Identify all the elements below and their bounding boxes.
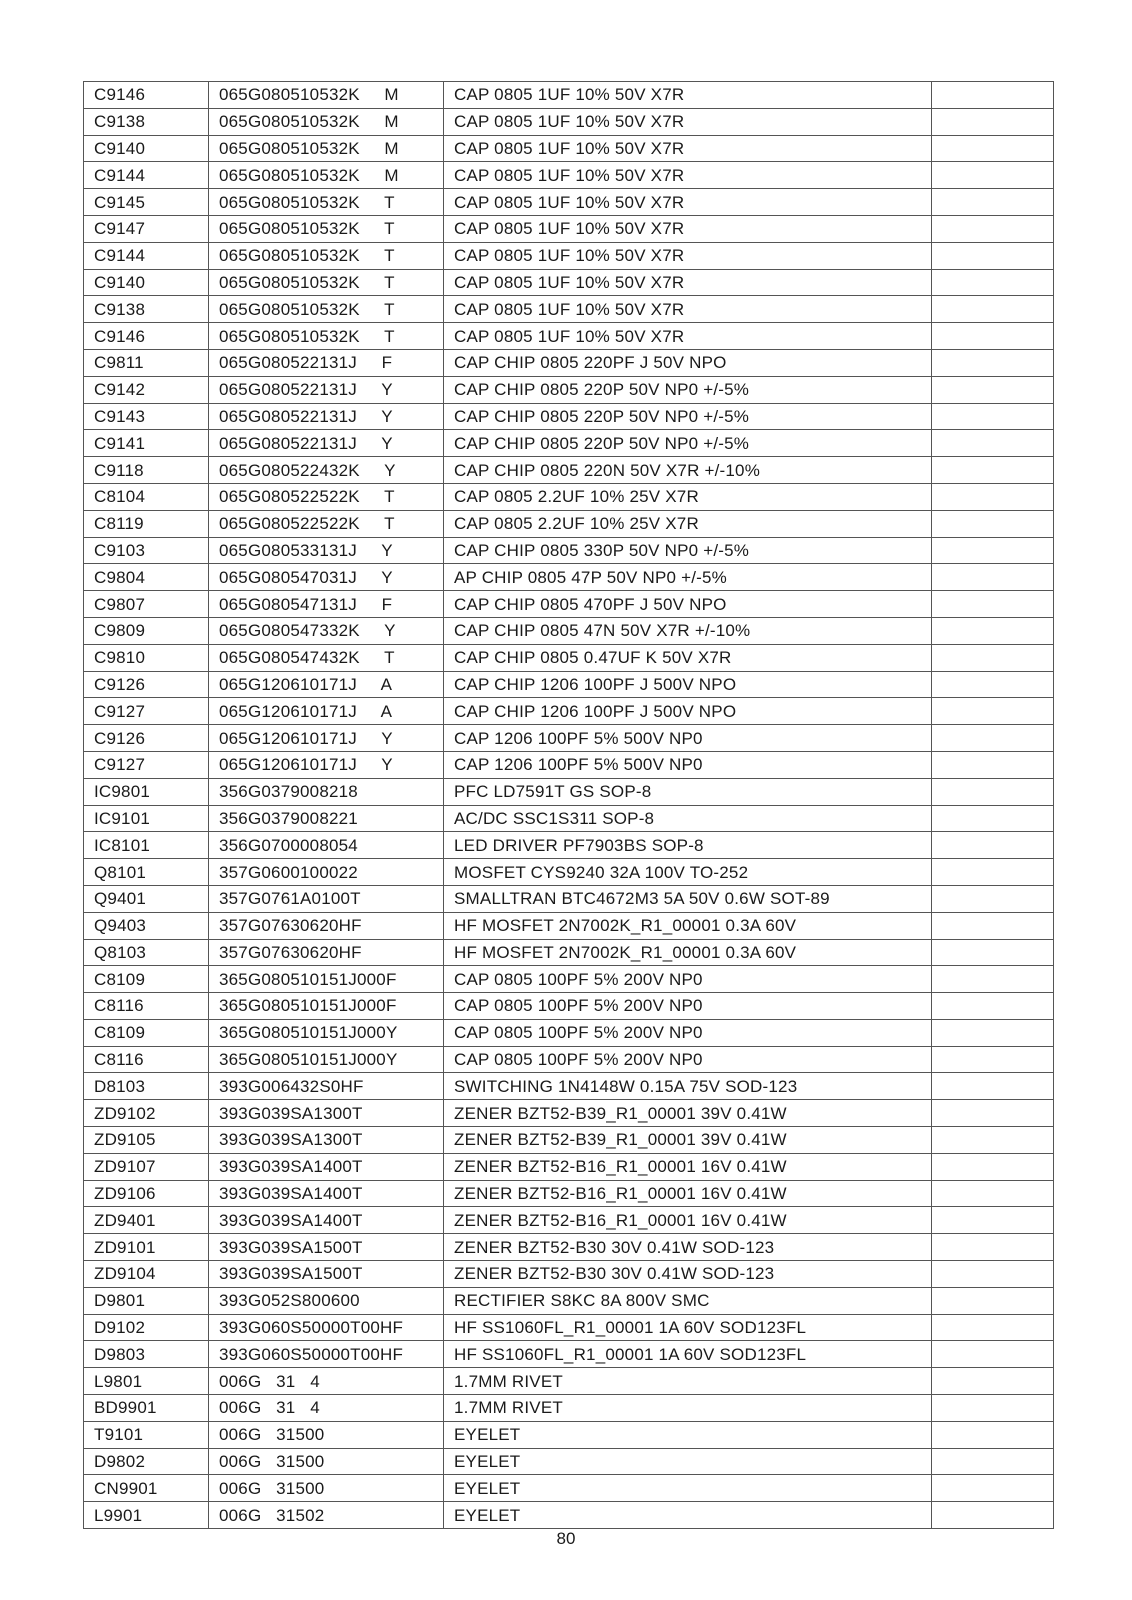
remark-cell xyxy=(932,269,1054,296)
remark-cell xyxy=(932,1046,1054,1073)
description-cell: RECTIFIER S8KC 8A 800V SMC xyxy=(444,1287,932,1314)
description-cell: MOSFET CYS9240 32A 100V TO-252 xyxy=(444,859,932,886)
part-number-cell: 065G080522432K Y xyxy=(209,457,444,484)
description-cell: CAP CHIP 0805 47N 50V X7R +/-10% xyxy=(444,617,932,644)
table-row xyxy=(84,1153,1054,1180)
remark-cell xyxy=(932,189,1054,216)
description-cell: CAP 0805 1UF 10% 50V X7R xyxy=(444,189,932,216)
location-cell: IC9101 xyxy=(84,805,209,832)
part-number-cell: 065G080510532K T xyxy=(209,242,444,269)
location-cell: C9127 xyxy=(84,698,209,725)
location-cell: C9127 xyxy=(84,751,209,778)
remark-cell xyxy=(932,644,1054,671)
table-row xyxy=(84,1019,1054,1046)
part-number-cell: 065G120610171J A xyxy=(209,698,444,725)
part-number-cell: 393G039SA1400T xyxy=(209,1207,444,1234)
part-number-cell: 065G080510532K T xyxy=(209,189,444,216)
table-row xyxy=(84,805,1054,832)
location-cell: C8104 xyxy=(84,483,209,510)
description-cell: CAP CHIP 0805 220P 50V NP0 +/-5% xyxy=(444,376,932,403)
description-cell: ZENER BZT52-B16_R1_00001 16V 0.41W xyxy=(444,1180,932,1207)
table-row xyxy=(84,966,1054,993)
remark-cell xyxy=(932,993,1054,1020)
description-cell: ZENER BZT52-B39_R1_00001 39V 0.41W xyxy=(444,1100,932,1127)
location-cell: C9118 xyxy=(84,457,209,484)
location-cell: D9801 xyxy=(84,1287,209,1314)
location-cell: C9103 xyxy=(84,537,209,564)
location-cell: C9143 xyxy=(84,403,209,430)
part-number-cell: 356G0700008054 xyxy=(209,832,444,859)
location-cell: T9101 xyxy=(84,1421,209,1448)
table-row xyxy=(84,751,1054,778)
remark-cell xyxy=(932,912,1054,939)
remark-cell xyxy=(932,859,1054,886)
part-number-cell: 356G0379008221 xyxy=(209,805,444,832)
part-number-cell: 065G080522131J Y xyxy=(209,430,444,457)
description-cell: CAP CHIP 1206 100PF J 500V NPO xyxy=(444,698,932,725)
description-cell: EYELET xyxy=(444,1475,932,1502)
remark-cell xyxy=(932,242,1054,269)
part-number-cell: 393G039SA1300T xyxy=(209,1127,444,1154)
description-cell: CAP CHIP 0805 470PF J 50V NPO xyxy=(444,591,932,618)
location-cell: L9901 xyxy=(84,1502,209,1529)
location-cell: C8116 xyxy=(84,993,209,1020)
table-row xyxy=(84,778,1054,805)
description-cell: CAP 0805 100PF 5% 200V NP0 xyxy=(444,1046,932,1073)
description-cell: CAP CHIP 0805 330P 50V NP0 +/-5% xyxy=(444,537,932,564)
table-row xyxy=(84,939,1054,966)
part-number-cell: 357G07630620HF xyxy=(209,939,444,966)
remark-cell xyxy=(932,215,1054,242)
part-number-cell: 065G120610171J A xyxy=(209,671,444,698)
location-cell: Q9403 xyxy=(84,912,209,939)
remark-cell xyxy=(932,885,1054,912)
location-cell: C9809 xyxy=(84,617,209,644)
table-row xyxy=(84,403,1054,430)
remark-cell xyxy=(932,457,1054,484)
description-cell: HF MOSFET 2N7002K_R1_00001 0.3A 60V xyxy=(444,912,932,939)
part-number-cell: 065G080510532K T xyxy=(209,215,444,242)
remark-cell xyxy=(932,1395,1054,1422)
remark-cell xyxy=(932,939,1054,966)
location-cell: C9138 xyxy=(84,108,209,135)
description-cell: ZENER BZT52-B16_R1_00001 16V 0.41W xyxy=(444,1207,932,1234)
table-row xyxy=(84,1100,1054,1127)
description-cell: 1.7MM RIVET xyxy=(444,1368,932,1395)
table-row xyxy=(84,1046,1054,1073)
location-cell: ZD9104 xyxy=(84,1261,209,1288)
remark-cell xyxy=(932,564,1054,591)
location-cell: IC9801 xyxy=(84,778,209,805)
remark-cell xyxy=(932,805,1054,832)
table-row xyxy=(84,242,1054,269)
location-cell: C8116 xyxy=(84,1046,209,1073)
part-number-cell: 393G060S50000T00HF xyxy=(209,1314,444,1341)
location-cell: C9140 xyxy=(84,269,209,296)
part-number-cell: 393G006432S0HF xyxy=(209,1073,444,1100)
remark-cell xyxy=(932,108,1054,135)
table-row xyxy=(84,591,1054,618)
part-number-cell: 365G080510151J000Y xyxy=(209,1019,444,1046)
location-cell: ZD9401 xyxy=(84,1207,209,1234)
part-number-cell: 006G 31500 xyxy=(209,1421,444,1448)
part-number-cell: 393G039SA1500T xyxy=(209,1261,444,1288)
table-row xyxy=(84,1261,1054,1288)
part-number-cell: 065G080522131J Y xyxy=(209,403,444,430)
parts-table xyxy=(83,81,1054,1529)
location-cell: L9801 xyxy=(84,1368,209,1395)
location-cell: C9138 xyxy=(84,296,209,323)
remark-cell xyxy=(932,510,1054,537)
description-cell: CAP 0805 1UF 10% 50V X7R xyxy=(444,162,932,189)
table-row xyxy=(84,993,1054,1020)
table-row xyxy=(84,1180,1054,1207)
location-cell: C8119 xyxy=(84,510,209,537)
part-number-cell: 065G080522522K T xyxy=(209,510,444,537)
remark-cell xyxy=(932,1234,1054,1261)
remark-cell xyxy=(932,751,1054,778)
description-cell: SWITCHING 1N4148W 0.15A 75V SOD-123 xyxy=(444,1073,932,1100)
remark-cell xyxy=(932,1261,1054,1288)
description-cell: CAP 0805 1UF 10% 50V X7R xyxy=(444,269,932,296)
location-cell: Q8101 xyxy=(84,859,209,886)
location-cell: BD9901 xyxy=(84,1395,209,1422)
remark-cell xyxy=(932,778,1054,805)
table-row xyxy=(84,323,1054,350)
remark-cell xyxy=(932,537,1054,564)
location-cell: C8109 xyxy=(84,966,209,993)
table-row xyxy=(84,1368,1054,1395)
part-number-cell: 065G080522131J Y xyxy=(209,376,444,403)
remark-cell xyxy=(932,323,1054,350)
table-row xyxy=(84,376,1054,403)
part-number-cell: 065G080547332K Y xyxy=(209,617,444,644)
part-number-cell: 006G 31500 xyxy=(209,1448,444,1475)
remark-cell xyxy=(932,135,1054,162)
description-cell: CAP 0805 1UF 10% 50V X7R xyxy=(444,135,932,162)
remark-cell xyxy=(932,591,1054,618)
table-row xyxy=(84,832,1054,859)
location-cell: C9126 xyxy=(84,725,209,752)
location-cell: ZD9105 xyxy=(84,1127,209,1154)
description-cell: EYELET xyxy=(444,1448,932,1475)
description-cell: CAP 0805 2.2UF 10% 25V X7R xyxy=(444,483,932,510)
remark-cell xyxy=(932,671,1054,698)
description-cell: CAP 0805 1UF 10% 50V X7R xyxy=(444,323,932,350)
table-row xyxy=(84,885,1054,912)
location-cell: IC8101 xyxy=(84,832,209,859)
table-row xyxy=(84,1314,1054,1341)
description-cell: EYELET xyxy=(444,1421,932,1448)
table-row xyxy=(84,269,1054,296)
parts-list-sheet xyxy=(83,81,1053,1529)
remark-cell xyxy=(932,698,1054,725)
table-row xyxy=(84,189,1054,216)
description-cell: CAP CHIP 0805 0.47UF K 50V X7R xyxy=(444,644,932,671)
location-cell: C9810 xyxy=(84,644,209,671)
remark-cell xyxy=(932,1127,1054,1154)
part-number-cell: 065G080547432K T xyxy=(209,644,444,671)
table-row xyxy=(84,1127,1054,1154)
table-row xyxy=(84,457,1054,484)
remark-cell xyxy=(932,1448,1054,1475)
remark-cell xyxy=(932,1100,1054,1127)
table-row xyxy=(84,537,1054,564)
table-row xyxy=(84,1475,1054,1502)
remark-cell xyxy=(932,403,1054,430)
part-number-cell: 065G080547131J F xyxy=(209,591,444,618)
part-number-cell: 393G039SA1300T xyxy=(209,1100,444,1127)
table-row xyxy=(84,215,1054,242)
table-row xyxy=(84,108,1054,135)
location-cell: C9147 xyxy=(84,215,209,242)
part-number-cell: 393G039SA1400T xyxy=(209,1153,444,1180)
remark-cell xyxy=(932,82,1054,109)
location-cell: ZD9102 xyxy=(84,1100,209,1127)
part-number-cell: 065G080510532K M xyxy=(209,135,444,162)
description-cell: CAP 0805 1UF 10% 50V X7R xyxy=(444,108,932,135)
part-number-cell: 065G080510532K M xyxy=(209,82,444,109)
description-cell: CAP CHIP 0805 220P 50V NP0 +/-5% xyxy=(444,430,932,457)
description-cell: CAP 0805 100PF 5% 200V NP0 xyxy=(444,1019,932,1046)
description-cell: EYELET xyxy=(444,1502,932,1529)
part-number-cell: 065G120610171J Y xyxy=(209,751,444,778)
remark-cell xyxy=(932,1153,1054,1180)
part-number-cell: 065G080510532K T xyxy=(209,269,444,296)
description-cell: CAP 1206 100PF 5% 500V NP0 xyxy=(444,725,932,752)
description-cell: CAP 0805 1UF 10% 50V X7R xyxy=(444,242,932,269)
description-cell: CAP CHIP 0805 220N 50V X7R +/-10% xyxy=(444,457,932,484)
remark-cell xyxy=(932,1475,1054,1502)
description-cell: CAP 1206 100PF 5% 500V NP0 xyxy=(444,751,932,778)
remark-cell xyxy=(932,617,1054,644)
page-number: 80 xyxy=(556,1529,576,1548)
description-cell: CAP CHIP 0805 220P 50V NP0 +/-5% xyxy=(444,403,932,430)
location-cell: Q8103 xyxy=(84,939,209,966)
remark-cell xyxy=(932,1073,1054,1100)
part-number-cell: 393G052S800600 xyxy=(209,1287,444,1314)
location-cell: C9140 xyxy=(84,135,209,162)
table-row xyxy=(84,698,1054,725)
description-cell: 1.7MM RIVET xyxy=(444,1395,932,1422)
part-number-cell: 065G080510532K T xyxy=(209,296,444,323)
description-cell: HF MOSFET 2N7002K_R1_00001 0.3A 60V xyxy=(444,939,932,966)
description-cell: ZENER BZT52-B30 30V 0.41W SOD-123 xyxy=(444,1234,932,1261)
table-row xyxy=(84,296,1054,323)
table-row xyxy=(84,564,1054,591)
parts-table-body xyxy=(84,82,1054,1529)
description-cell: HF SS1060FL_R1_00001 1A 60V SOD123FL xyxy=(444,1341,932,1368)
part-number-cell: 365G080510151J000Y xyxy=(209,1046,444,1073)
table-row xyxy=(84,912,1054,939)
description-cell: SMALLTRAN BTC4672M3 5A 50V 0.6W SOT-89 xyxy=(444,885,932,912)
location-cell: ZD9107 xyxy=(84,1153,209,1180)
part-number-cell: 065G080547031J Y xyxy=(209,564,444,591)
remark-cell xyxy=(932,1180,1054,1207)
location-cell: C9811 xyxy=(84,349,209,376)
part-number-cell: 357G0600100022 xyxy=(209,859,444,886)
location-cell: C9146 xyxy=(84,323,209,350)
table-row xyxy=(84,1287,1054,1314)
part-number-cell: 393G060S50000T00HF xyxy=(209,1341,444,1368)
table-row xyxy=(84,671,1054,698)
remark-cell xyxy=(932,483,1054,510)
table-row xyxy=(84,1207,1054,1234)
description-cell: CAP 0805 1UF 10% 50V X7R xyxy=(444,215,932,242)
remark-cell xyxy=(932,1421,1054,1448)
remark-cell xyxy=(932,832,1054,859)
location-cell: D8103 xyxy=(84,1073,209,1100)
description-cell: CAP 0805 1UF 10% 50V X7R xyxy=(444,296,932,323)
description-cell: CAP 0805 100PF 5% 200V NP0 xyxy=(444,993,932,1020)
location-cell: CN9901 xyxy=(84,1475,209,1502)
remark-cell xyxy=(932,966,1054,993)
remark-cell xyxy=(932,162,1054,189)
remark-cell xyxy=(932,1341,1054,1368)
table-row xyxy=(84,510,1054,537)
table-row xyxy=(84,1395,1054,1422)
location-cell: C9807 xyxy=(84,591,209,618)
table-row xyxy=(84,617,1054,644)
part-number-cell: 357G07630620HF xyxy=(209,912,444,939)
part-number-cell: 065G080510532K T xyxy=(209,323,444,350)
part-number-cell: 065G080522522K T xyxy=(209,483,444,510)
description-cell: CAP 0805 1UF 10% 50V X7R xyxy=(444,82,932,109)
remark-cell xyxy=(932,1314,1054,1341)
table-row xyxy=(84,725,1054,752)
table-row xyxy=(84,162,1054,189)
table-row xyxy=(84,1448,1054,1475)
part-number-cell: 356G0379008218 xyxy=(209,778,444,805)
part-number-cell: 065G080533131J Y xyxy=(209,537,444,564)
table-row xyxy=(84,1502,1054,1529)
remark-cell xyxy=(932,349,1054,376)
table-row xyxy=(84,644,1054,671)
location-cell: C9144 xyxy=(84,242,209,269)
part-number-cell: 365G080510151J000F xyxy=(209,993,444,1020)
table-row xyxy=(84,1341,1054,1368)
location-cell: C9126 xyxy=(84,671,209,698)
location-cell: C9146 xyxy=(84,82,209,109)
description-cell: CAP 0805 100PF 5% 200V NP0 xyxy=(444,966,932,993)
description-cell: PFC LD7591T GS SOP-8 xyxy=(444,778,932,805)
description-cell: CAP 0805 2.2UF 10% 25V X7R xyxy=(444,510,932,537)
table-row xyxy=(84,1421,1054,1448)
location-cell: D9102 xyxy=(84,1314,209,1341)
table-row xyxy=(84,483,1054,510)
part-number-cell: 006G 31 4 xyxy=(209,1395,444,1422)
remark-cell xyxy=(932,1502,1054,1529)
description-cell: ZENER BZT52-B16_R1_00001 16V 0.41W xyxy=(444,1153,932,1180)
table-row xyxy=(84,349,1054,376)
description-cell: LED DRIVER PF7903BS SOP-8 xyxy=(444,832,932,859)
remark-cell xyxy=(932,430,1054,457)
location-cell: C9804 xyxy=(84,564,209,591)
part-number-cell: 393G039SA1400T xyxy=(209,1180,444,1207)
table-row xyxy=(84,1073,1054,1100)
remark-cell xyxy=(932,1287,1054,1314)
part-number-cell: 006G 31502 xyxy=(209,1502,444,1529)
description-cell: CAP CHIP 0805 220PF J 50V NPO xyxy=(444,349,932,376)
remark-cell xyxy=(932,1019,1054,1046)
part-number-cell: 006G 31500 xyxy=(209,1475,444,1502)
remark-cell xyxy=(932,376,1054,403)
part-number-cell: 393G039SA1500T xyxy=(209,1234,444,1261)
location-cell: C9142 xyxy=(84,376,209,403)
part-number-cell: 357G0761A0100T xyxy=(209,885,444,912)
description-cell: AP CHIP 0805 47P 50V NP0 +/-5% xyxy=(444,564,932,591)
remark-cell xyxy=(932,725,1054,752)
location-cell: ZD9101 xyxy=(84,1234,209,1261)
location-cell: C8109 xyxy=(84,1019,209,1046)
remark-cell xyxy=(932,1368,1054,1395)
table-row xyxy=(84,135,1054,162)
description-cell: ZENER BZT52-B30 30V 0.41W SOD-123 xyxy=(444,1261,932,1288)
part-number-cell: 065G080510532K M xyxy=(209,162,444,189)
table-row xyxy=(84,430,1054,457)
location-cell: D9802 xyxy=(84,1448,209,1475)
description-cell: HF SS1060FL_R1_00001 1A 60V SOD123FL xyxy=(444,1314,932,1341)
table-row xyxy=(84,82,1054,109)
location-cell: C9145 xyxy=(84,189,209,216)
table-row xyxy=(84,859,1054,886)
part-number-cell: 065G120610171J Y xyxy=(209,725,444,752)
description-cell: CAP CHIP 1206 100PF J 500V NPO xyxy=(444,671,932,698)
description-cell: AC/DC SSC1S311 SOP-8 xyxy=(444,805,932,832)
part-number-cell: 065G080510532K M xyxy=(209,108,444,135)
part-number-cell: 065G080522131J F xyxy=(209,349,444,376)
description-cell: ZENER BZT52-B39_R1_00001 39V 0.41W xyxy=(444,1127,932,1154)
remark-cell xyxy=(932,296,1054,323)
location-cell: C9144 xyxy=(84,162,209,189)
location-cell: ZD9106 xyxy=(84,1180,209,1207)
part-number-cell: 365G080510151J000F xyxy=(209,966,444,993)
part-number-cell: 006G 31 4 xyxy=(209,1368,444,1395)
remark-cell xyxy=(932,1207,1054,1234)
table-row xyxy=(84,1234,1054,1261)
location-cell: C9141 xyxy=(84,430,209,457)
location-cell: D9803 xyxy=(84,1341,209,1368)
location-cell: Q9401 xyxy=(84,885,209,912)
